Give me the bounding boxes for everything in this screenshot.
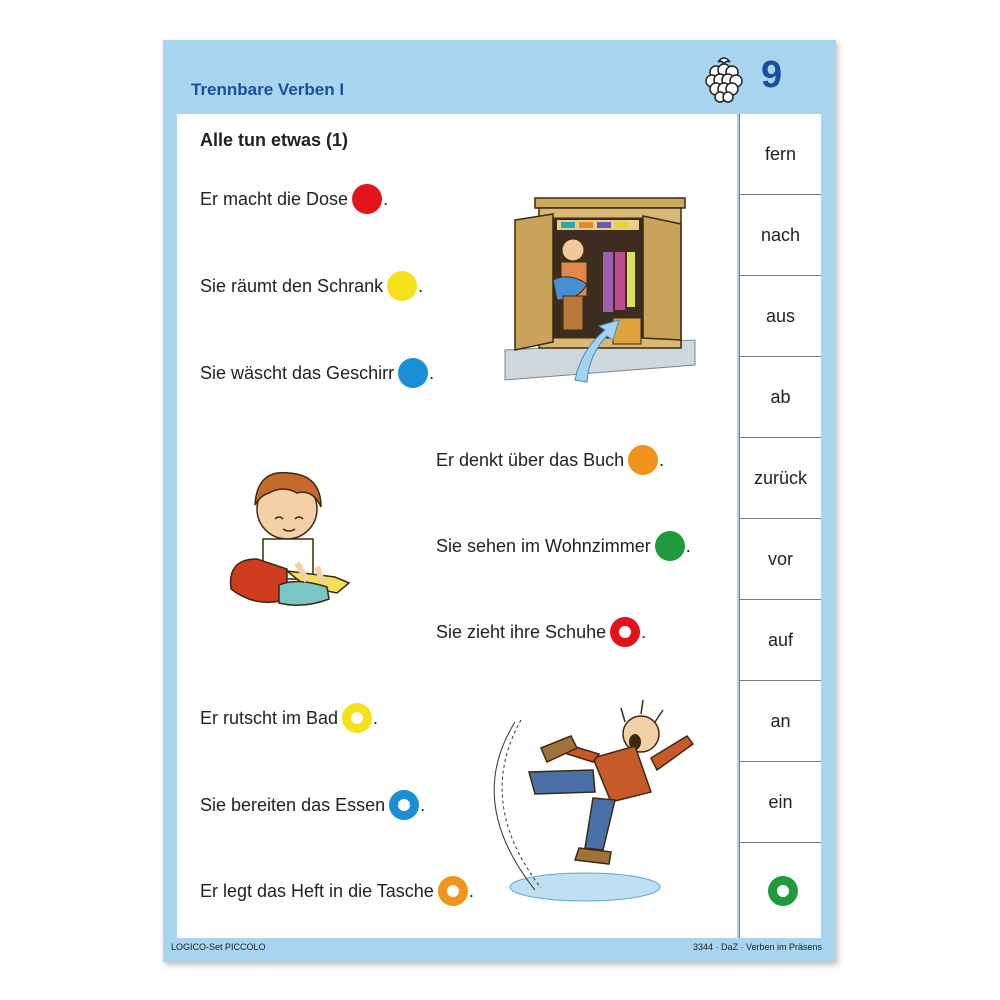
answer-cell: fern	[740, 114, 821, 195]
sentence-period: .	[685, 535, 691, 556]
sentence-text: Sie wäscht das Geschirr	[200, 362, 395, 383]
red-ring-dot	[610, 617, 640, 647]
sentence-row	[200, 876, 474, 906]
sentence-row	[436, 617, 646, 647]
yellow-color-dot	[387, 271, 417, 301]
green-color-dot	[655, 531, 685, 561]
card-number: 9	[761, 54, 783, 96]
raspberry-icon	[698, 52, 750, 104]
worksheet-card	[163, 40, 836, 962]
sentence-period: .	[659, 449, 665, 470]
answer-cell: nach	[740, 195, 821, 276]
sentence-text: Sie sehen im Wohnzimmer	[436, 535, 651, 556]
slipping-man-illustration	[475, 662, 735, 912]
wardrobe-illustration	[495, 190, 705, 400]
sentence-period: .	[418, 275, 424, 296]
sentence-row	[436, 445, 664, 475]
sentence-text: Er legt das Heft in die Tasche	[200, 880, 434, 901]
footer-left: LOGICO-Set PICCOLO	[171, 942, 266, 952]
sentence-row	[200, 703, 378, 733]
sentence-row	[200, 271, 423, 301]
sentence-row	[436, 531, 691, 561]
blue-color-dot	[398, 358, 428, 388]
sentence-row	[200, 790, 425, 820]
answer-cell: ab	[740, 357, 821, 438]
answer-cell: auf	[740, 600, 821, 681]
answer-cell: vor	[740, 519, 821, 600]
sentence-period: .	[641, 621, 647, 642]
orange-color-dot	[628, 445, 658, 475]
sentence-text: Er denkt über das Buch	[436, 449, 625, 470]
sentence-text: Sie zieht ihre Schuhe	[436, 621, 607, 642]
red-color-dot	[352, 184, 382, 214]
answer-cell-dot	[740, 843, 821, 938]
sentence-text: Sie räumt den Schrank	[200, 275, 384, 296]
answer-cell: aus	[740, 276, 821, 357]
orange-ring-dot	[438, 876, 468, 906]
sentence-panel	[177, 114, 737, 938]
green-ring-dot	[768, 876, 798, 906]
blue-ring-dot	[389, 790, 419, 820]
sentence-row	[200, 358, 434, 388]
sentence-text: Er macht die Dose	[200, 188, 349, 209]
sentence-period: .	[383, 188, 389, 209]
sentence-period: .	[429, 362, 435, 383]
sentence-row	[200, 184, 388, 214]
sentence-period: .	[420, 794, 426, 815]
footer-right: 3344 · DaZ · Verben im Präsens	[692, 942, 822, 952]
answer-column	[739, 114, 821, 938]
exercise-subtitle: Alle tun etwas (1)	[200, 130, 349, 150]
worksheet-title: Trennbare Verben I	[191, 80, 345, 99]
sentence-text: Sie bereiten das Essen	[200, 794, 386, 815]
answer-cell: zurück	[740, 438, 821, 519]
sentence-period: .	[468, 880, 474, 901]
answer-cell: an	[740, 681, 821, 762]
answer-cell: ein	[740, 762, 821, 843]
sentence-text: Er rutscht im Bad	[200, 707, 339, 728]
sentence-period: .	[373, 707, 379, 728]
child-tying-shoes-illustration	[217, 459, 377, 619]
yellow-ring-dot	[342, 703, 372, 733]
